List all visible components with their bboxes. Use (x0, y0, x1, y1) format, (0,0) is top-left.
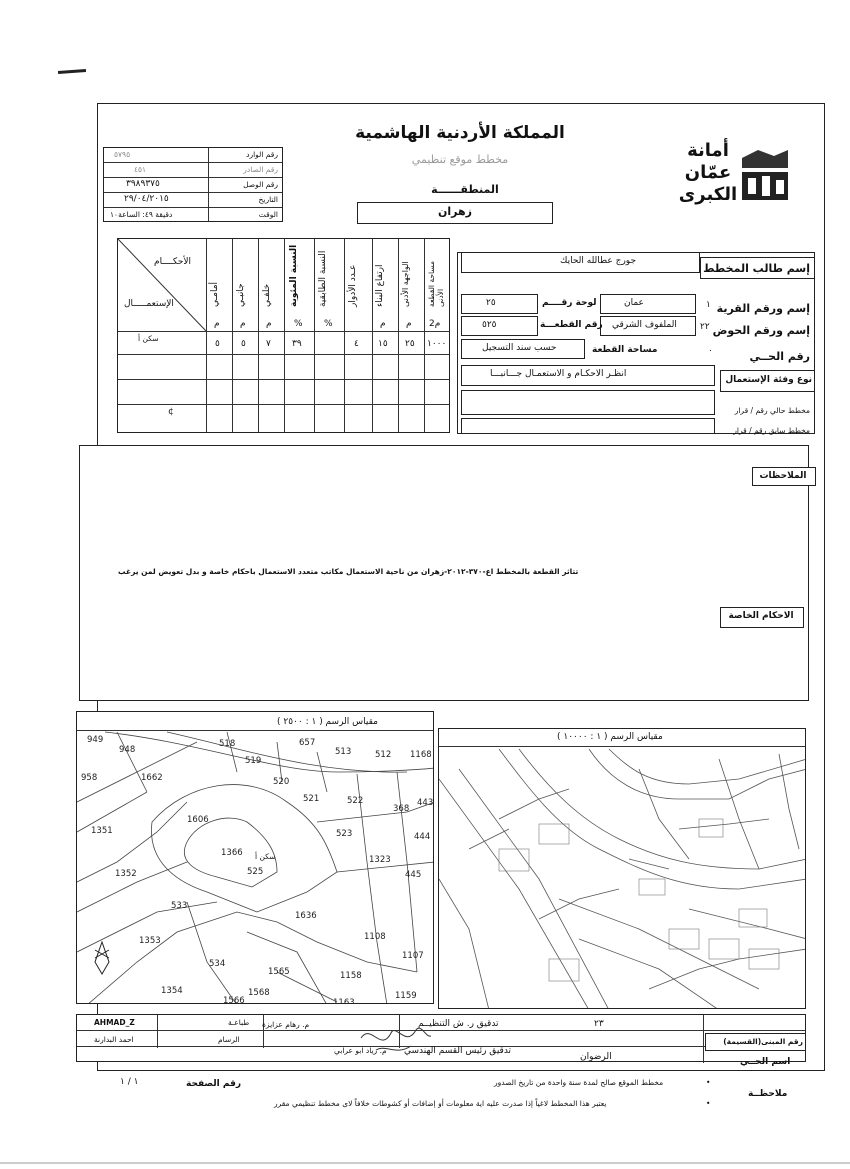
incoming-no-value: ٥٧٩٥ (114, 150, 131, 159)
date-label: التاريخ (258, 195, 278, 204)
logo-line-3: الكبرى (678, 184, 738, 205)
row-marker-icon: ¢ (168, 407, 174, 417)
parcel-number: 949 (87, 735, 104, 745)
village-name: عمان (624, 298, 644, 308)
header-building-height: ارتفاع البناء (375, 264, 385, 307)
header-min-frontage: الواجهة الأدنى (401, 261, 410, 307)
incoming-no-label: رقم الوارد (246, 150, 278, 159)
plot-label: رقم القطعـــة (540, 320, 603, 330)
basin-label: إسم ورقم الحوض (712, 324, 810, 337)
remarks-label: ملاحظــة (748, 1089, 788, 1099)
use-header: الإستعمـــــال (124, 299, 174, 309)
value-min-frontage: ٢٥ (405, 339, 415, 349)
district-name-label: اسم الحــي (740, 1057, 791, 1067)
header-rear: خلفـي (262, 283, 272, 307)
area-value: زهران (438, 205, 472, 218)
parcel-number: 1636 (295, 911, 317, 921)
basin-name: الملفوف الشرقي (612, 320, 677, 330)
village-no: ١ (706, 300, 711, 310)
header-side: جانبـي (236, 283, 246, 307)
parcel-number: 1159 (395, 991, 417, 1001)
notes-text: تتاثر القطعة بالمخطط اع-٣٧٠-٢٠١٢-زهران من ناحية الاستعمال مكاتب متعدد الاستعمال باحكام خاصة و بدل تعويض لمن يرغب (118, 567, 579, 576)
parcel-number: 525 (247, 867, 264, 877)
checker1-name: م. رهام عزايزة (262, 1020, 310, 1029)
parcel-number: 443 (417, 798, 434, 808)
bullet-1: • (706, 1078, 711, 1087)
remark-2: يعتبر هذا المخطط لاغياً إذا صدرت عليه اية معلومات أو إضافات أو كشوطات خلافاً لاى مخطط تنظيمي مقرر (274, 1099, 607, 1108)
parcel-number: 1565 (268, 967, 290, 977)
bullet-2: • (706, 1099, 711, 1108)
value-min-plot-area: ١٠٠٠ (427, 339, 447, 349)
header-floors: عـدد الأدوار (348, 264, 358, 307)
left-map-scale: مقياس الرسم ( ١ : ٢٥٠٠ ) (277, 717, 378, 727)
parcel-number: 522 (347, 796, 364, 806)
previous-plan-label: مخطط سابق رقم / قرار (733, 426, 810, 435)
plot-value: ٥٢٥ (482, 320, 497, 330)
right-map-scale: مقياس الرسم ( ١ : ١٠٠٠٠ ) (557, 732, 663, 742)
page-label: رقم الصفحة (186, 1079, 242, 1089)
district-name: الرضوان (580, 1052, 612, 1062)
document-subtitle: مخطط موقع تنظيمي (411, 153, 509, 166)
area-label: المنطقــــــة (431, 183, 499, 196)
rules-table (117, 238, 450, 433)
parcel-number: 1662 (141, 773, 163, 783)
village-label: إسم ورقم القرية (716, 302, 810, 315)
time-label: الوقت (258, 210, 278, 219)
unit-percentage: % (294, 319, 303, 329)
drawn-by: احمد البدارنة (94, 1035, 134, 1044)
unit-side: م (240, 319, 246, 329)
value-building-height: ١٥ (378, 339, 388, 349)
parcel-number: 1566 (223, 996, 245, 1005)
date-value: ٢٩/٠٤/٢٠١٥ (124, 194, 169, 204)
applicant-label: إسم طالب المخطط (703, 262, 810, 275)
time-value: دقيقة ٤٩: الساعة١٠ (110, 210, 173, 219)
parcel-number: 948 (119, 745, 136, 755)
north-arrow-icon (95, 942, 109, 974)
use-value: انظـر الاحكـام و الاستعمـال جـــانبـــا (490, 369, 627, 379)
notes-title: الملاحظات (759, 471, 807, 481)
parcel-number: 1353 (139, 936, 161, 946)
parcel-number: 368 (393, 804, 410, 814)
printed-by: AHMAD_Z (94, 1018, 135, 1027)
outgoing-no-label: رقم الصادر (243, 165, 278, 174)
parcel-number: 534 (209, 959, 226, 969)
parcel-number: 445 (405, 870, 422, 880)
remark-1: مخطط الموقع صالح لمدة سنة واحدة من تاريخ الصدور (494, 1078, 664, 1087)
receipt-no-label: رقم الوصل (243, 180, 278, 189)
parcel-number: 533 (171, 901, 188, 911)
applicant-value: جورج عطالله الحايك (560, 256, 637, 266)
village-name-box (600, 294, 696, 314)
parcel-number: 1606 (187, 815, 209, 825)
header-floor-ratio: النسبة الطابقية (318, 250, 328, 307)
plot-area-label: مساحة القطعة (592, 345, 658, 355)
printed-by-label: طباعـة (228, 1018, 250, 1027)
unit-min-frontage: م (406, 319, 412, 329)
checker2-name: م. زياد ابو عرابي (334, 1046, 387, 1055)
parcel-number: 657 (299, 738, 316, 748)
unit-floor-ratio: % (324, 319, 333, 329)
rules-header: الأحكــــام (154, 257, 192, 267)
parcel-use-label: سكن أ (255, 852, 276, 861)
plot-value-box (461, 316, 538, 336)
site-map-small-scale (438, 728, 806, 1009)
building-no-label: رقم المبنى(القسيمة) (723, 1037, 803, 1046)
building-no: ٢٣ (594, 1019, 604, 1029)
sheet-value: ٢٥ (486, 298, 496, 308)
row-use-type: سكن أ (138, 334, 159, 343)
special-rules-title: الاحكام الخاصة (728, 611, 794, 621)
header-front: أمامـي (210, 281, 220, 307)
plot-area-value: حسب سند التسجيل (482, 343, 557, 353)
value-percentage: ٣٩ (292, 339, 302, 349)
unit-front: م (214, 319, 220, 329)
parcel-number: 1352 (115, 869, 137, 879)
header-percentage: النسبة المئوية (289, 244, 299, 307)
parcel-number: 1168 (410, 750, 432, 760)
parcel-number: 444 (414, 832, 431, 842)
parcel-number: 1354 (161, 986, 183, 996)
sheet-label: لوحة رقــــم (542, 298, 597, 308)
parcel-number: 518 (219, 739, 236, 749)
basin-no: ٢٢ (700, 322, 710, 332)
current-plan-value-box (461, 390, 715, 415)
current-plan-label: مخطط حالي رقم / قرار (734, 406, 810, 415)
parcel-number: 513 (335, 747, 352, 757)
sheet-value-box (461, 294, 538, 314)
parcel-number: 1163 (333, 998, 355, 1005)
previous-plan-value-box (461, 418, 715, 434)
checker2-label: تدقيق رئيس القسم الهندسي (404, 1046, 512, 1056)
logo-line-2: عمّان (684, 162, 732, 183)
outgoing-no-value: ٤٥١ (134, 165, 147, 174)
area-map-right (439, 729, 806, 1009)
value-rear: ٧ (266, 339, 271, 349)
amman-logo (678, 138, 798, 208)
receipt-info-box (103, 147, 283, 222)
parcel-number: 1366 (221, 848, 243, 858)
parcel-number: 1107 (402, 951, 424, 961)
receipt-no-value: ٣٩٨٩٣٧٥ (126, 179, 160, 189)
diagonal-header (118, 239, 206, 332)
parcel-number: 1323 (369, 855, 391, 865)
parcel-number: 520 (273, 777, 290, 787)
stray-mark (58, 69, 86, 74)
page-value: ١ / ١ (120, 1077, 139, 1087)
parcel-number: 519 (245, 756, 262, 766)
page-bottom-line (0, 1162, 850, 1164)
unit-rear: م (266, 319, 272, 329)
value-front: ٥ (215, 339, 220, 349)
checker1-label: تدقيق ر. ش التنظيــم (418, 1019, 499, 1029)
signature (356, 1018, 436, 1058)
use-label: نوع وفئة الإستعمال (725, 375, 812, 385)
parcel-number: 1158 (340, 971, 362, 981)
unit-building-height: م (380, 319, 386, 329)
parcel-number: 1568 (248, 988, 270, 998)
header-min-plot-area: مساحة القطعة الأدنى (427, 261, 445, 307)
site-map-large-scale (76, 711, 434, 1004)
value-side: ٥ (241, 339, 246, 349)
parcel-number: 1351 (91, 826, 113, 836)
value-floors: ٤ (354, 339, 359, 349)
parcel-number: 521 (303, 794, 320, 804)
parcel-number: 523 (336, 829, 353, 839)
parcel-number: 1108 (364, 932, 386, 942)
unit-min-plot-area: م2 (429, 319, 441, 329)
parcel-number: 512 (375, 750, 392, 760)
parcel-number: 958 (81, 773, 98, 783)
district-label: رقم الحــي (749, 350, 810, 363)
district-value: ٠ (708, 346, 713, 356)
kingdom-title: المملكة الأردنية الهاشمية (355, 123, 565, 143)
drawn-by-label: الرسام (218, 1035, 240, 1044)
logo-line-1: أمانة (687, 140, 729, 161)
